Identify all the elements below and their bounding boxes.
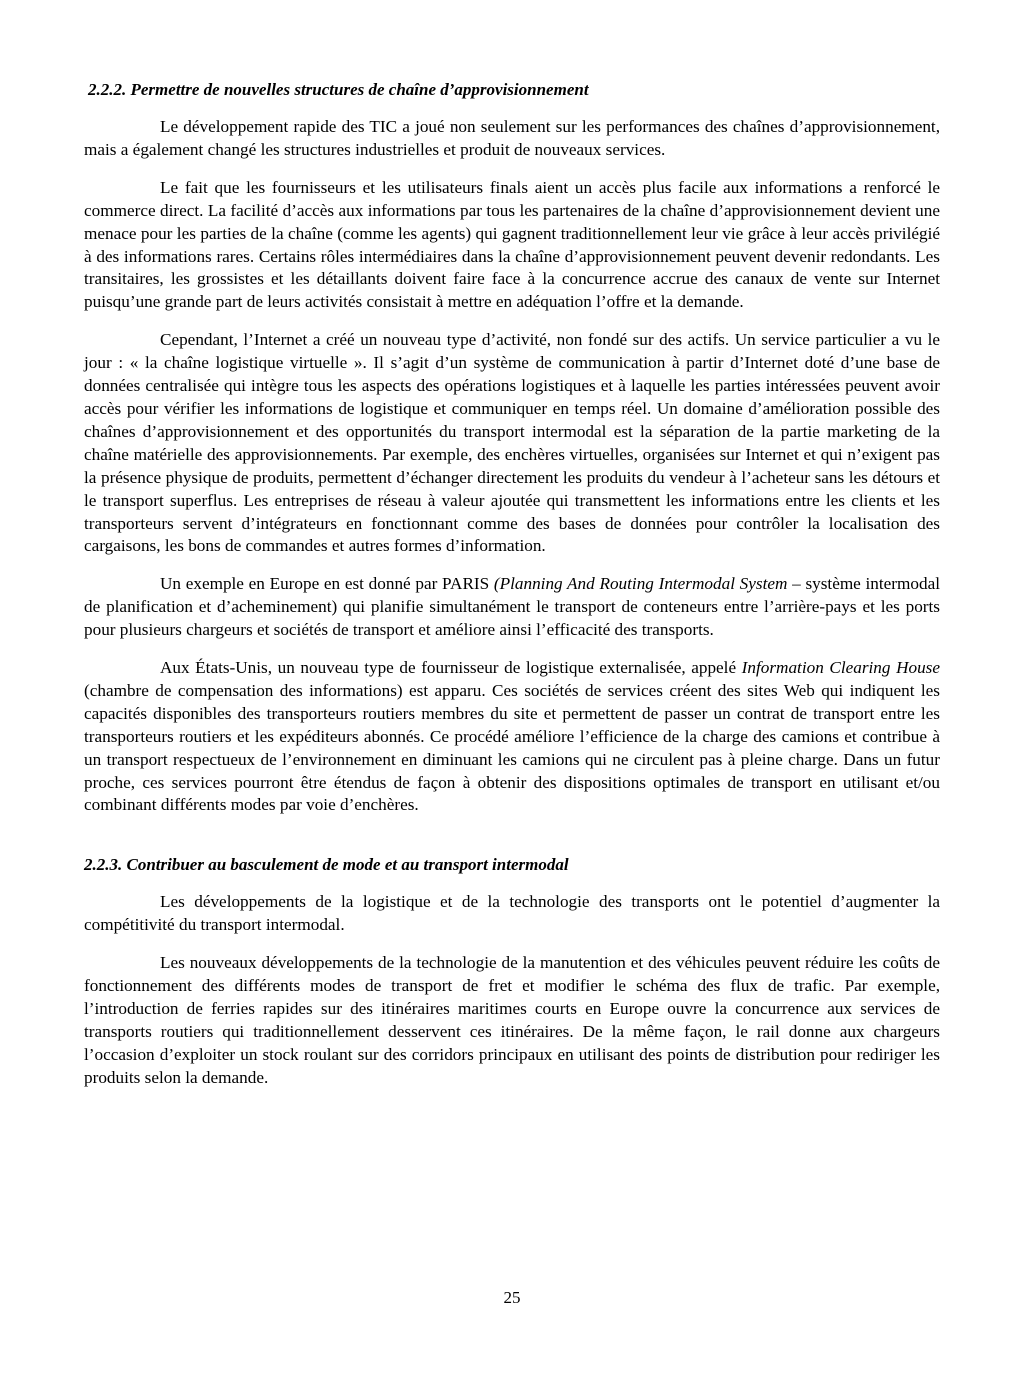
paragraph: Le fait que les fournisseurs et les utilisateurs finals aient un accès plus facile aux informations a renforcé le commerce direct. La facilité d’accès aux informations par tous les partenaires de la chaîne d’approvisionnement devient une menace pour les parties de la chaîne (comme les agents) qui gagnent traditionnellement leur vie grâce à leur accès privilégié à des informations rares. Certains rôles intermédiaires dans la chaîne d’approvisionnement peuvent devenir redondants. Les transitaires, les grossistes et les détaillants doivent faire face à la concurrence accrue des canaux de vente sur Internet puisqu’une grande part de leurs activités consistait à mettre en adéquation l’offre et la demande. — [84, 177, 940, 312]
italic-term: Information Clearing House — [741, 658, 940, 678]
paragraph — [84, 573, 940, 642]
italic-term: (Planning And Routing Intermodal System — [493, 574, 788, 594]
paragraph: Les nouveaux développements de la technologie de la manutention et des véhicules peuvent réduire les coûts de fonctionnement des différents modes de transport de fret et modifier le schéma des flux de trafic. Par exemple, l’introduction de ferries rapides sur des itinéraires maritimes courts en Europe ouvre la concurrence aux services de transports routiers qui traditionnellement desservent ces itinéraires. De la même façon, le rail donne aux chargeurs l’occasion d’exploiter un stock roulant sur des corridors principaux en utilisant des points de distribution pour rediriger les produits selon la demande. — [84, 953, 940, 1087]
paragraph-text: Aux États-Unis, un nouveau type de fournisseur de logistique externalisée, appelé — [160, 658, 742, 678]
paragraph-text: (chambre de compensation des informations) est apparu. Ces sociétés de services créent des sites Web qui indiquent les capacités disponibles des transporteurs routiers membres du site et permettent de passer un contrat de transport entre les transporteurs routiers et les expéditeurs abonnés. Ce procédé améliore l’efficience de la charge des camions et contribue à un transport respectueux de l’environnement en diminuant les camions qui ne circulent pas à pleine charge. Dans un futur proche, ces services pourront être étendus de façon à obtenir des dispositions optimales de transport en utilisant et/ou combinant différents modes par voie d’enchères. — [84, 680, 940, 815]
section-heading-2-2-2: 2.2.2. Permettre de nouvelles structures de chaîne d’approvisionnement — [88, 80, 589, 99]
paragraph-text: Un exemple en Europe en est donné par PARIS — [160, 574, 494, 594]
document-page — [84, 78, 940, 1105]
paragraph: Le développement rapide des TIC a joué non seulement sur les performances des chaînes d’approvisionnement, mais a également changé les structures industrielles et produit de nouveaux services. — [84, 117, 940, 159]
paragraph: Cependant, l’Internet a créé un nouveau type d’activité, non fondé sur des actifs. Un service particulier a vu le jour : « la chaîne logistique virtuelle ». Il s’agit d’un système de communication à partir d’Internet doté d’une base de données centralisée qui intègre tous les aspects des opérations logistiques et à laquelle les parties intéressées peuvent avoir accès pour vérifier les informations de logistique et communiquer en temps réel. Un domaine d’amélioration possible des chaînes d’approvisionnement et des opportunités du transport intermodal est la séparation de la partie marketing de la chaîne matérielle des approvisionnements. Par exemple, des enchères virtuelles, organisées sur Internet et qui n’exigent pas la présence physique de produits, permettent d’échanger directement les produits du vendeur à l’acheteur sans les détours et le transport superflus. Les entreprises de réseau à valeur ajoutée qui transmettent les informations entre les clients et les transporteurs servent d’intégrateurs en fonctionnant comme des bases de données pour contrôler la localisation des cargaisons, les bons de commandes et autres formes d’information. — [84, 330, 940, 556]
page-number: 25 — [503, 1288, 521, 1307]
section-heading-2-2-3: 2.2.3. Contribuer au basculement de mode et au transport intermodal — [84, 855, 569, 875]
section-spacer — [84, 832, 940, 853]
paragraph — [84, 657, 940, 817]
paragraph-text: – système intermodal de planification et d’acheminement) qui planifie simultanément le transport de conteneurs entre l’arrière-pays et les ports pour plusieurs chargeurs et sociétés de transport et améliore ainsi l’efficacité des transports. — [84, 574, 940, 640]
paragraph: Les développements de la logistique et de la technologie des transports ont le potentiel d’augmenter la compétitivité du transport intermodal. — [84, 892, 940, 935]
